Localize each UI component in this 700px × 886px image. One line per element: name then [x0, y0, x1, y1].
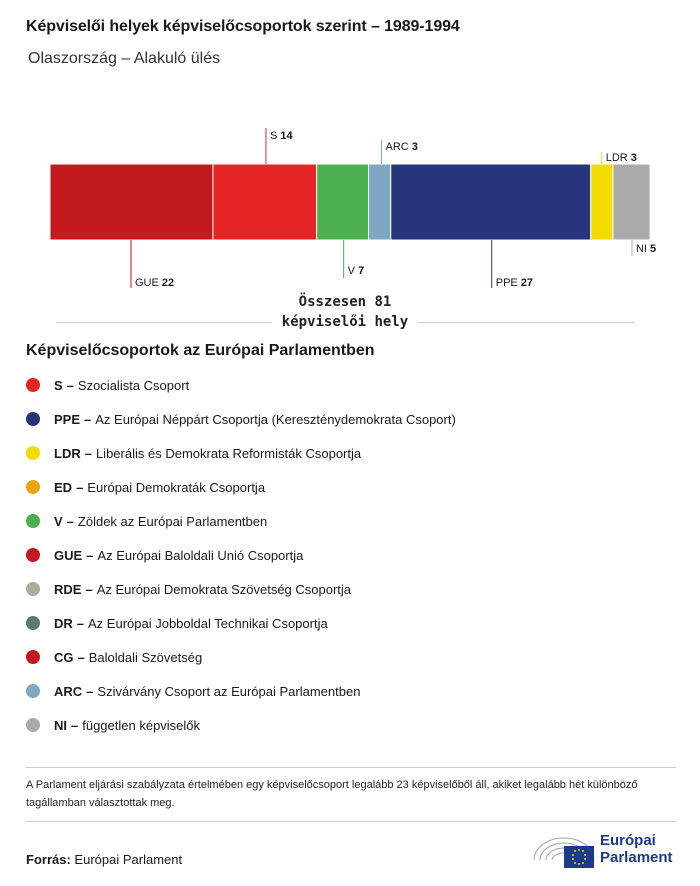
parliament-hemicycle-icon: [530, 828, 600, 870]
legend-text: Az Európai Demokrata Szövetség Csoportja: [96, 581, 352, 597]
legend-text: Baloldali Szövetség: [88, 649, 203, 665]
legend-dash: –: [84, 411, 92, 427]
legend-dash: –: [66, 513, 74, 529]
legend-text: Európai Demokraták Csoportja: [87, 479, 266, 495]
legend-swatch: [26, 548, 40, 562]
legend-dash: –: [85, 581, 93, 597]
legend-abbr: RDE: [54, 581, 82, 597]
data-label-arc: ARC 3: [385, 141, 418, 153]
legend-text: Az Európai Néppárt Csoportja (Kereszténydemokrata Csoport): [95, 411, 456, 427]
legend-text: Az Európai Jobboldal Technikai Csoportja: [88, 615, 328, 631]
legend-abbr: PPE: [54, 411, 81, 427]
legend-swatch: [26, 650, 40, 664]
legend-text: Liberális és Demokrata Reformisták Csoportja: [95, 445, 362, 461]
legend-item-ldr: [26, 436, 456, 470]
legend-abbr: ED: [54, 479, 73, 495]
legend-item-ed: [26, 470, 456, 504]
logo-line-1: Európai: [600, 832, 656, 849]
legend-item-dr: [26, 606, 456, 640]
data-label-ppe: PPE 27: [495, 277, 534, 289]
legend-dash: –: [86, 547, 94, 563]
data-label-gue: GUE 22: [135, 277, 175, 289]
legend-dash: –: [76, 479, 84, 495]
bar-segment-ppe: [391, 164, 591, 240]
legend-swatch: [26, 514, 40, 528]
legend-dash: –: [86, 683, 94, 699]
legend-item-rde: [26, 572, 456, 606]
legend-swatch: [26, 616, 40, 630]
legend-text: Zöldek az Európai Parlamentben: [77, 513, 268, 529]
stacked-bar-chart: [0, 120, 700, 290]
legend-dash: –: [84, 445, 92, 461]
logo-line-2: Parlament: [600, 849, 673, 866]
legend-item-ppe: [26, 402, 456, 436]
legend-item-arc: [26, 674, 456, 708]
footer-divider-top: [26, 767, 676, 768]
legend-item-v: [26, 504, 456, 538]
legend-abbr: ARC: [54, 683, 83, 699]
legend-text: független képviselők: [82, 717, 201, 733]
chart-title: Képviselői helyek képviselőcsoportok szerint – 1989-1994: [26, 18, 460, 35]
bar-segment-s: [213, 164, 317, 240]
legend-dash: –: [71, 717, 79, 733]
chart-subtitle: Olaszország – Alakuló ülés: [28, 50, 221, 67]
legend-title: Képviselőcsoportok az Európai Parlamentben: [26, 342, 375, 359]
total-divider-right: [418, 322, 634, 323]
total-seats-label: Összesen 81 képviselői hely: [272, 292, 418, 332]
bar-segment-gue: [50, 164, 213, 240]
source-line: [26, 852, 182, 867]
legend-abbr: V: [54, 513, 63, 529]
data-label-ldr: LDR 3: [605, 152, 637, 164]
source-value: Európai Parlament: [74, 852, 183, 867]
data-label-v: V 7: [347, 265, 365, 277]
legend-abbr: GUE: [54, 547, 83, 563]
bar-segment-v: [317, 164, 369, 240]
legend-swatch: [26, 718, 40, 732]
legend-abbr: DR: [54, 615, 73, 631]
logo-text: [600, 832, 673, 866]
legend-item-ni: [26, 708, 456, 742]
total-divider-left: [56, 322, 272, 323]
bar-segment-ldr: [591, 164, 613, 240]
legend-text: Az Európai Baloldali Unió Csoportja: [97, 547, 304, 563]
legend-dash: –: [76, 615, 85, 631]
legend-swatch: [26, 582, 40, 596]
legend-swatch: [26, 684, 40, 698]
legend-text: Szocialista Csoport: [77, 377, 190, 393]
legend-text: Szivárvány Csoport az Európai Parlamentben: [97, 683, 361, 699]
legend-swatch: [26, 412, 40, 426]
european-parliament-logo: [530, 828, 680, 870]
bar-segment-ni: [613, 164, 650, 240]
legend-abbr: S: [54, 377, 63, 393]
footer-divider-bottom: [26, 821, 676, 822]
legend-swatch: [26, 378, 40, 392]
legend-abbr: LDR: [54, 445, 81, 461]
legend: [26, 368, 456, 742]
legend-item-s: [26, 368, 456, 402]
source-label: Forrás:: [26, 852, 71, 867]
legend-abbr: NI: [54, 717, 67, 733]
data-label-ni: NI 5: [635, 243, 657, 255]
legend-swatch: [26, 480, 40, 494]
legend-dash: –: [66, 377, 74, 393]
legend-item-cg: [26, 640, 456, 674]
legend-abbr: CG: [54, 649, 74, 665]
legend-item-gue: [26, 538, 456, 572]
bar-segment-arc: [369, 164, 391, 240]
legend-dash: –: [77, 649, 85, 665]
footnote: A Parlament eljárási szabályzata értelmében egy képviselőcsoport legalább 23 képviselőből áll, akiket legalább hét különböző tagállamban választottak meg.: [26, 779, 638, 809]
legend-swatch: [26, 446, 40, 460]
data-label-s: S 14: [269, 130, 293, 142]
